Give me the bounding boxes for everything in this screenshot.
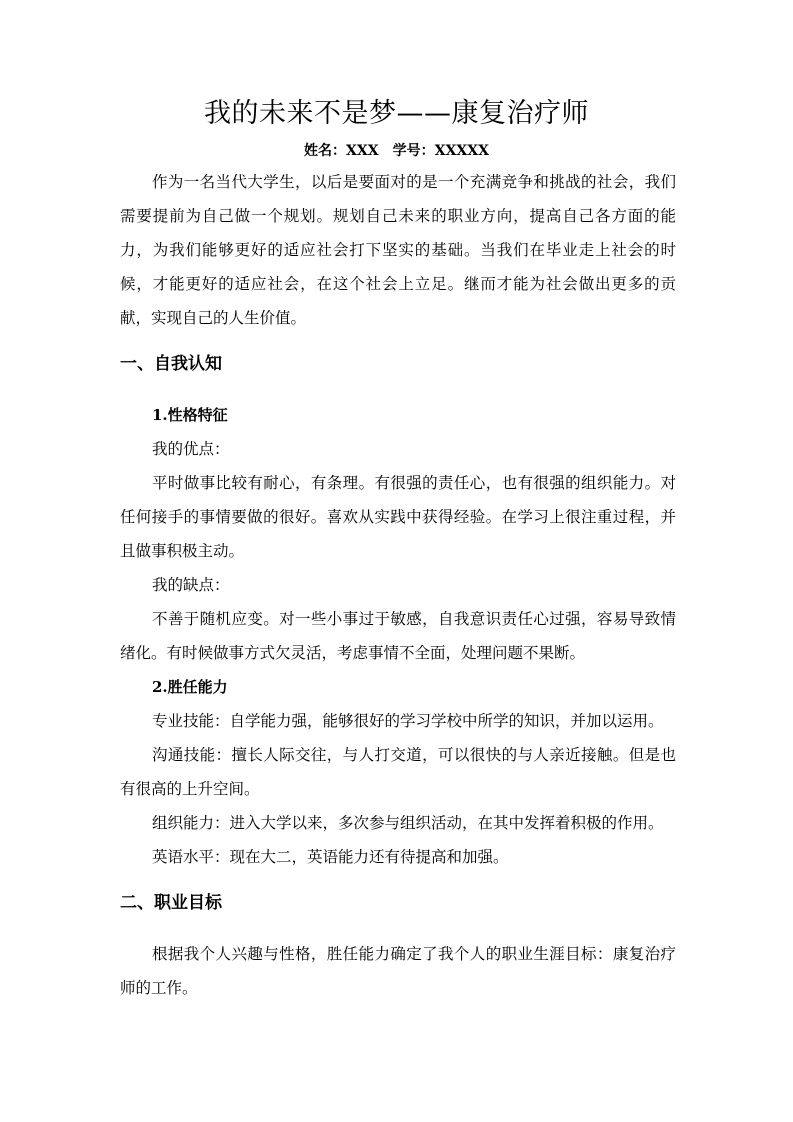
author-info bbox=[0, 140, 793, 162]
weaknesses-paragraph: 不善于随机应变。对一些小事过于敏感，自我意识责任心过强，容易导致情绪化。有时候做事方式欠灵活，考虑事情不全面，处理问题不果断。 bbox=[120, 610, 676, 662]
subsection-heading-competence: 2.胜任能力 bbox=[152, 678, 228, 696]
weaknesses-label: 我的缺点： bbox=[152, 576, 230, 594]
communication-skills: 沟通技能：擅长人际交往，与人打交道，可以很快的与人亲近接触。但是也有很高的上升空间。 bbox=[120, 746, 676, 798]
strengths-label: 我的优点： bbox=[152, 440, 230, 458]
section-heading-self-awareness: 一、自我认知 bbox=[120, 354, 222, 374]
student-name: 姓名：XXX bbox=[304, 143, 379, 159]
document-title: 我的未来不是梦——康复治疗师 bbox=[204, 98, 589, 129]
professional-skills: 专业技能：自学能力强，能够很好的学习学校中所学的知识，并加以运用。 bbox=[152, 712, 664, 730]
section-heading-career-goal: 二、职业目标 bbox=[120, 893, 222, 913]
subsection-heading-personality: 1.性格特征 bbox=[152, 406, 228, 424]
strengths-paragraph: 平时做事比较有耐心，有条理。有很强的责任心，也有很强的组织能力。对任何接手的事情要做的很好。喜欢从实践中获得经验。在学习上很注重过程，并且做事积极主动。 bbox=[120, 474, 676, 560]
intro-paragraph: 作为一名当代大学生，以后是要面对的是一个充满竞争和挑战的社会，我们需要提前为自己做一个规划。规划自己未来的职业方向，提高自己各方面的能力，为我们能够更好的适应社会打下坚实的基础。当我们在毕业走上社会的时候，才能更好的适应社会，在这个社会上立足。继而才能为社会做出更多的贡献，实现自己的人生价值。 bbox=[120, 173, 676, 327]
document-body bbox=[120, 165, 676, 1005]
english-level: 英语水平：现在大二，英语能力还有待提高和加强。 bbox=[152, 848, 509, 866]
organization-skills: 组织能力：进入大学以来，多次参与组织活动，在其中发挥着积极的作用。 bbox=[152, 814, 664, 832]
career-goal-paragraph: 根据我个人兴趣与性格，胜任能力确定了我个人的职业生涯目标：康复治疗师的工作。 bbox=[120, 945, 676, 997]
student-id: 学号：XXXXX bbox=[392, 143, 489, 159]
